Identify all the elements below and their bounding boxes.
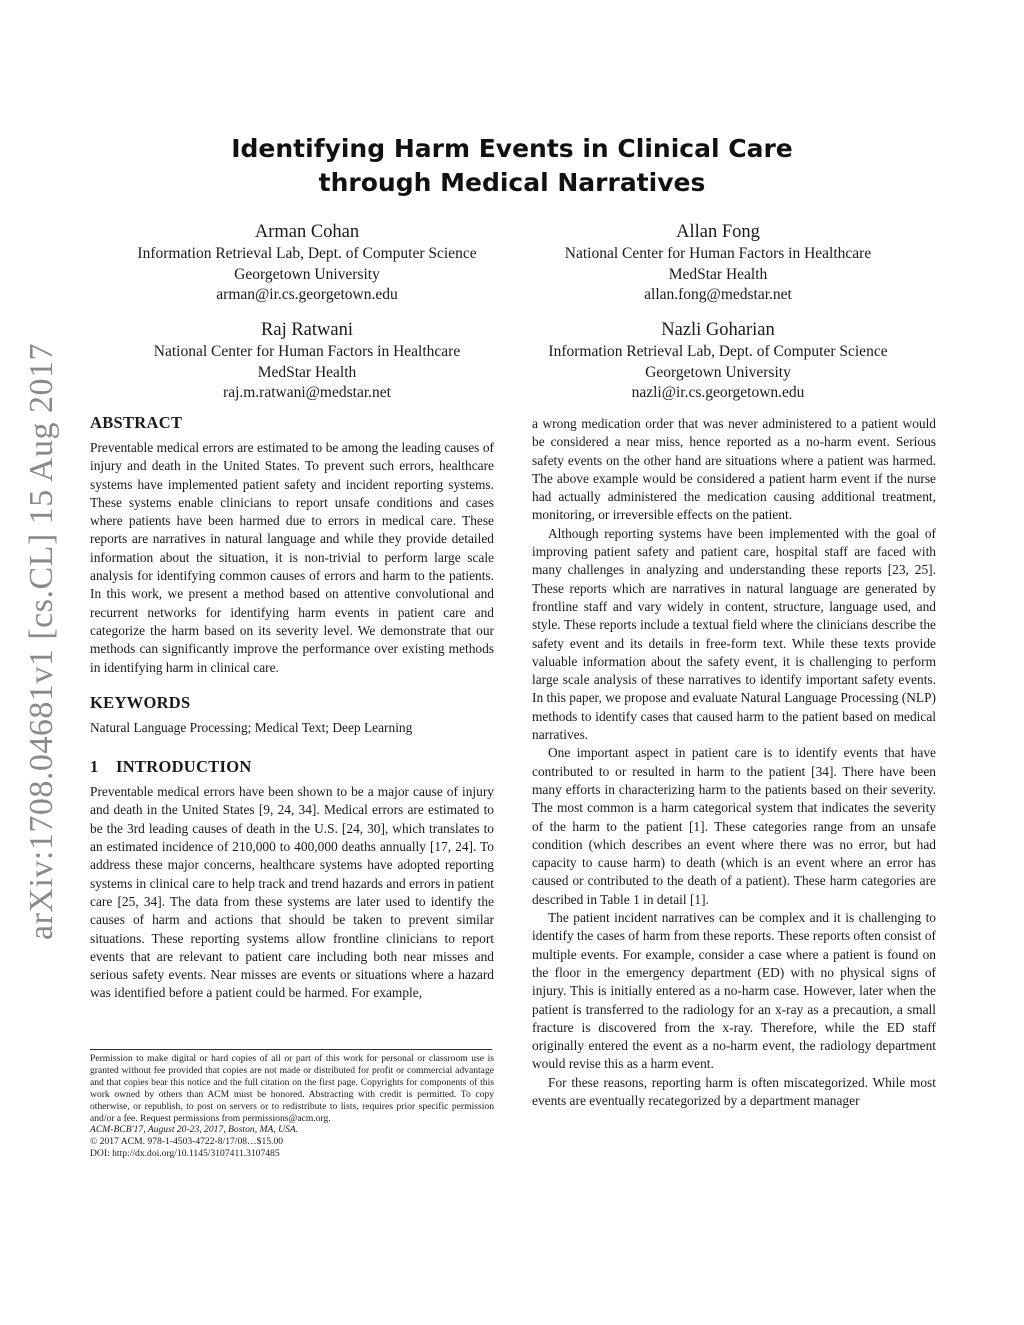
title-line-2: through Medical Narratives xyxy=(318,168,706,197)
author-block xyxy=(488,318,948,404)
section-title: INTRODUCTION xyxy=(116,757,252,777)
author-affiliation: National Center for Human Factors in Healthcare xyxy=(153,343,461,360)
author-institution: MedStar Health xyxy=(668,265,768,283)
author-name: Nazli Goharian xyxy=(661,320,775,340)
permission-notice: Permission to make digital or hard copies of all or part of this work for personal or classroom use is granted without fee provided that copies are not made or distributed for profit or commercial advantage and that copies bear this notice and the full citation on the first page. Copyrights for components of this work owned by others than ACM must be honored. Abstracting with credit is permitted. To copy otherwise, or republish, to post on servers or to redistribute to lists, requires prior specific permission and/or a fee. Request permissions from permissions@acm.org. xyxy=(90,1053,494,1124)
title-line-1: Identifying Harm Events in Clinical Care xyxy=(231,134,793,163)
author-institution: Georgetown University xyxy=(645,363,791,381)
author-email: allan.fong@medstar.net xyxy=(644,286,792,303)
left-column xyxy=(90,413,494,1003)
author-name: Arman Cohan xyxy=(254,222,360,242)
author-institution: MedStar Health xyxy=(257,363,357,381)
paper-title xyxy=(0,132,1024,200)
intro-paragraph-3: One important aspect in patient care is to identify events that have contributed to or resulted in harm to the patient [34]. There have been many efforts in characterizing harm to the patients based on their severity. The most common is a harm categorical system that indicates the severity of the harm to the patient [1]. These categories range from an unsafe condition (which describes an event where there was no error, but had capacity to cause harm) to death (which is an event where an error has caused or contributed to the death of a patient). These harm categories are described in Table 1 in detail [1]. xyxy=(532,745,936,907)
keywords-heading: KEYWORDS xyxy=(90,692,191,712)
intro-paragraph-4: The patient incident narratives can be complex and it is challenging to identify the cases of harm from these reports. These reports often consist of multiple events. For example, consider a case where a patient is found on the floor in the emergency department (ED) with no physical signs of injury. This is initially entered as a no-harm case. However, later when the patient is transferred to the radiology for an x-ray as a precaution, a small fracture is discovered from the x-ray. Therefore, while the ED staff originally entered the event as a no-harm event, the radiology department would revise this as a harm event. xyxy=(532,910,936,1072)
footnote xyxy=(90,1053,494,1160)
author-name: Raj Ratwani xyxy=(261,320,353,340)
intro-paragraph-2: Although reporting systems have been implemented with the goal of improving patient safety and patient care, hospital staff are faced with many challenges in analyzing and understanding these reports [23, 25]. These reports which are narratives in natural language are generated by frontline staff and vary widely in content, structure, language used, and style. These reports include a textual field where the clinicians describe the safety event and its details in free-form text. While these texts provide valuable information about the safety event, it is challenging to perform large scale analysis of these narratives to identify important safety events. In this paper, we propose and evaluate Natural Language Processing (NLP) methods to identify cases that caused harm to the patient based on medical narratives. xyxy=(532,525,936,743)
author-email: raj.m.ratwani@medstar.net xyxy=(223,384,391,401)
intro-paragraph-1-continued: a wrong medication order that was never administered to a patient would be considered a near miss, hence reported as a no-harm event. Serious safety events on the other hand are situations where a patient was harmed. The above example would be considered a patient harm event if the nurse had actually administered the medication causing additional treatment, monitoring, or irreversible effects on the patient. xyxy=(532,416,936,523)
copyright-line: © 2017 ACM. 978-1-4503-4722-8/17/08…$15.00 xyxy=(90,1136,284,1148)
abstract-heading: ABSTRACT xyxy=(90,413,183,432)
conference-info: ACM-BCB'17, August 20-23, 2017, Boston, MA, USA. xyxy=(90,1124,299,1136)
intro-paragraph-1: Preventable medical errors have been shown to be a major cause of injury and death in the United States [9, 24, 34]. Medical errors are estimated to be the 3rd leading causes of death in the U.S. [24, 30], which translates to an estimated incidence of 210,000 to 400,000 deaths annually [17, 24]. To address these major concerns, healthcare systems have adopted reporting systems in clinical care to help track and trend hazards and errors in patient care [25, 34]. The data from these systems are later used to identify the causes of harm and actions that should be taken to prevent similar situations. These reporting systems allow frontline clinicians to report events that are relevant to patient care including both near misses and serious safety events. Near misses are events or situations where a hazard was identified before a patient could be harmed. For example, xyxy=(90,784,494,1001)
author-block xyxy=(488,220,948,306)
arxiv-identifier: arXiv:1708.04681v1 [cs.CL] 15 Aug 2017 xyxy=(23,343,60,940)
section-number: 1 xyxy=(90,757,99,777)
author-email: arman@ir.cs.georgetown.edu xyxy=(216,286,398,303)
author-institution: Georgetown University xyxy=(234,265,380,283)
section-heading-introduction xyxy=(90,757,494,777)
author-email: nazli@ir.cs.georgetown.edu xyxy=(631,384,805,401)
author-block xyxy=(77,318,537,404)
doi-line: DOI: http://dx.doi.org/10.1145/3107411.3107485 xyxy=(90,1148,280,1160)
author-block xyxy=(77,220,537,306)
author-affiliation: Information Retrieval Lab, Dept. of Computer Science xyxy=(137,245,477,262)
author-affiliation: National Center for Human Factors in Healthcare xyxy=(564,245,872,262)
abstract-text: Preventable medical errors are estimated to be among the leading causes of injury and death in the United States. To prevent such errors, healthcare systems have implemented patient safety and incident reporting systems. These systems enable clinicians to report unsafe conditions and cases where patients have been harmed due to errors in medical care. These reports are narratives in natural language and while they provide detailed information about the situation, it is non-trivial to perform large scale analysis for identifying common causes of errors and harm to the patients. In this work, we present a method based on attentive convolutional and recurrent networks for identifying harm events in patient care and categorize the harm based on its severity level. We demonstrate that our methods can significantly improve the performance over existing methods in identifying harm in clinical care. xyxy=(90,440,494,675)
right-column xyxy=(532,415,936,1110)
footnote-rule xyxy=(90,1049,492,1050)
author-name: Allan Fong xyxy=(676,222,760,242)
intro-paragraph-5: For these reasons, reporting harm is often miscategorized. While most events are eventually recategorized by a department manager xyxy=(532,1074,936,1108)
keywords-text: Natural Language Processing; Medical Text; Deep Learning xyxy=(90,719,413,735)
author-affiliation: Information Retrieval Lab, Dept. of Computer Science xyxy=(548,343,888,360)
